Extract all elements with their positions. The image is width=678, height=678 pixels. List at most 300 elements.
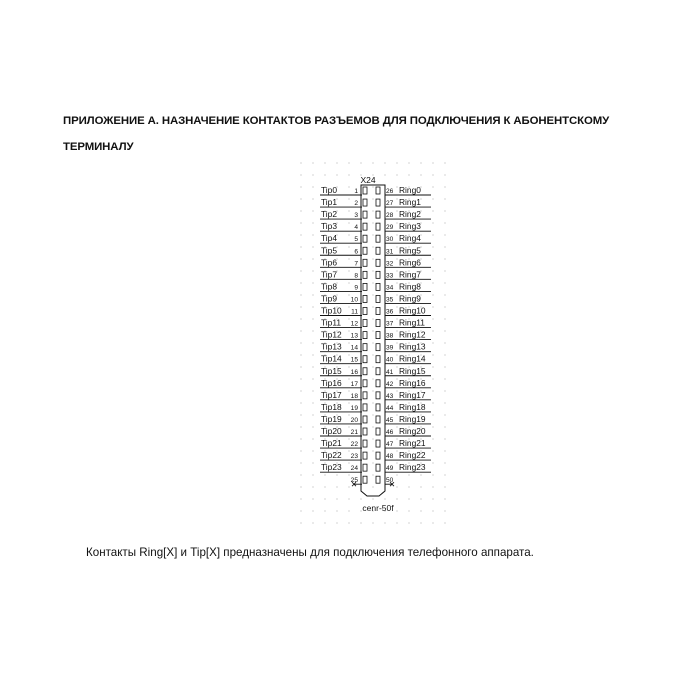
ring-signal-label: Ring18 [399,401,426,412]
connector-part-name: cenr-50f [362,503,394,513]
grid-dot [312,270,313,271]
grid-dot [312,414,313,415]
grid-dot [312,222,313,223]
tip-signal-label: Tip4 [321,233,337,244]
grid-dot [312,486,313,487]
grid-dot [396,318,397,319]
grid-dot [372,378,373,379]
contact-left-pad [363,271,367,278]
contact-right-pad [376,416,380,423]
grid-dot [444,486,445,487]
grid-dot [312,426,313,427]
grid-dot [372,438,373,439]
grid-dot [396,174,397,175]
grid-dot [372,306,373,307]
grid-dot [384,174,385,175]
ring-signal-label: Ring23 [399,462,426,473]
grid-dot [348,198,349,199]
grid-dot [372,258,373,259]
grid-dot [312,450,313,451]
grid-dot [312,438,313,439]
grid-dot [444,318,445,319]
grid-dot [432,270,433,271]
tip-signal-label: Tip18 [321,401,342,412]
grid-dot [312,294,313,295]
grid-dot [312,378,313,379]
grid-dot [324,498,325,499]
grid-dot [372,462,373,463]
grid-dot [444,306,445,307]
grid-dot [396,450,397,451]
contact-right-pad [376,271,380,278]
grid-dot [348,474,349,475]
grid-dot [348,486,349,487]
ring-signal-label: Ring19 [399,413,426,424]
ring-signal-label: Ring15 [399,365,426,376]
grid-dot [396,462,397,463]
connector-pins [320,185,431,486]
contact-left-pad [363,259,367,266]
contact-left-pad [363,356,367,363]
contact-right-pad [376,356,380,363]
grid-dot [348,510,349,511]
tip-signal-label: Tip14 [321,353,342,364]
grid-dot [312,354,313,355]
grid-dot [312,522,313,523]
contact-left-pad [363,199,367,206]
contact-left-pad [363,283,367,290]
grid-dot [396,270,397,271]
contact-right-pad [376,211,380,218]
grid-dot [324,522,325,523]
tip-signal-label: Tip22 [321,450,342,461]
grid-dot [372,342,373,343]
ring-signal-label: Ring2 [399,209,421,220]
grid-dot [372,294,373,295]
grid-dot [300,222,301,223]
ring-signal-label: Ring1 [399,197,421,208]
grid-dot [444,270,445,271]
grid-dot [432,186,433,187]
grid-dot [432,510,433,511]
grid-dot [420,498,421,499]
caption-text: Контакты Ring[X] и Tip[X] предназначены для подключения телефонного аппарата. [86,546,534,559]
pin-number-right: 41 [386,368,394,376]
grid-dot [372,474,373,475]
grid-dot [420,510,421,511]
grid-dot [372,162,373,163]
grid-dot [396,342,397,343]
grid-dot [444,378,445,379]
grid-dot [396,402,397,403]
contact-right-pad [376,295,380,302]
grid-dot [432,174,433,175]
grid-dot [408,474,409,475]
grid-dot [372,234,373,235]
grid-dot [432,282,433,283]
grid-dot [444,258,445,259]
grid-dot [372,450,373,451]
grid-dot [312,306,313,307]
pin-number-right: 45 [386,416,394,424]
grid-dot [312,342,313,343]
ring-signal-label: Ring22 [399,450,426,461]
grid-dot [348,522,349,523]
grid-dot [312,186,313,187]
grid-dot [444,330,445,331]
grid-dot [300,354,301,355]
grid-dot [300,522,301,523]
grid-dot [372,270,373,271]
ring-signal-label: Ring4 [399,233,421,244]
grid-dot [444,510,445,511]
pin-number-right: 35 [386,296,394,304]
grid-dot [396,390,397,391]
grid-dot [360,498,361,499]
grid-dot [444,474,445,475]
grid-dot [300,162,301,163]
ring-signal-label: Ring13 [399,341,426,352]
grid-dot [312,462,313,463]
grid-dot [312,366,313,367]
ring-signal-label: Ring8 [399,281,421,292]
grid-dot [372,246,373,247]
grid-dot [432,210,433,211]
ring-signal-label: Ring11 [399,317,425,328]
grid-dot [300,366,301,367]
contact-left-pad [363,308,367,315]
pin-number-right: 30 [386,236,394,244]
grid-dot [348,270,349,271]
pin-number-right: 36 [386,308,394,316]
grid-dot [372,414,373,415]
grid-dot [432,354,433,355]
tip-signal-label: Tip10 [321,305,342,316]
grid-dot [300,450,301,451]
contact-right-pad [376,187,380,194]
grid-dot [300,270,301,271]
pin-number-left: 16 [350,368,358,376]
grid-dot [420,522,421,523]
contact-left-pad [363,320,367,327]
contact-left-pad [363,392,367,399]
tip-signal-label: Tip9 [321,293,337,304]
grid-dot [324,510,325,511]
grid-dot [360,162,361,163]
grid-dot [372,366,373,367]
grid-dot [348,306,349,307]
grid-dot [408,486,409,487]
grid-dot [396,282,397,283]
contact-right-pad [376,368,380,375]
grid-dot [372,426,373,427]
pin-number-right: 39 [386,344,394,352]
grid-dot [300,426,301,427]
pin-number-left: 5 [354,236,358,244]
grid-dot [444,162,445,163]
grid-dot [396,414,397,415]
contact-right-pad [376,440,380,447]
grid-dot [444,282,445,283]
grid-dot [348,258,349,259]
contact-right-pad [376,392,380,399]
ring-signal-label: Ring14 [399,353,426,364]
grid-dot [312,282,313,283]
grid-dot [348,162,349,163]
grid-dot [336,522,337,523]
grid-dot [408,162,409,163]
grid-dot [432,234,433,235]
grid-dot [432,522,433,523]
grid-dot [372,486,373,487]
grid-dot [396,294,397,295]
pin-number-right: 40 [386,356,394,364]
contact-left-pad [363,187,367,194]
pin-number-right: 37 [386,320,394,328]
pin-number-left: 24 [350,465,358,473]
grid-dot [300,282,301,283]
pin-number-left: 1 [354,188,358,195]
grid-dot [432,450,433,451]
grid-dot [348,426,349,427]
contact-right-pad [376,199,380,206]
pin-number-right: 26 [386,188,394,195]
grid-dot [300,318,301,319]
contact-left-pad [363,295,367,302]
contact-left-pad [363,380,367,387]
contact-left-pad [363,416,367,423]
grid-dot [336,486,337,487]
grid-dot [300,330,301,331]
contact-right-pad [376,464,380,471]
contact-left-pad [363,211,367,218]
grid-dot [432,438,433,439]
grid-dot [348,462,349,463]
ring-signal-label: Ring17 [399,389,426,400]
grid-dot [324,174,325,175]
grid-dot [348,402,349,403]
ring-signal-label: Ring0 [399,185,421,195]
contact-left-pad [363,464,367,471]
grid-dot [432,246,433,247]
pin-number-left: 3 [354,212,358,220]
pin-number-left: 14 [350,344,358,352]
grid-dot [444,174,445,175]
pin-number-left: 8 [354,272,358,280]
grid-dot [432,402,433,403]
grid-dot [312,198,313,199]
pin-number-left: 13 [350,332,358,340]
grid-dot [372,402,373,403]
pin-number-right: 47 [386,441,394,449]
grid-dot [432,474,433,475]
grid-dot [300,474,301,475]
grid-dot [312,498,313,499]
grid-dot [348,366,349,367]
grid-dot [408,174,409,175]
pin-number-right: 28 [386,212,394,220]
grid-dot [324,162,325,163]
grid-dot [372,522,373,523]
grid-dot [312,162,313,163]
pin-number-right: 31 [386,248,394,256]
contact-left-pad [363,440,367,447]
grid-dot [444,198,445,199]
pin-number-left: 6 [354,248,358,256]
grid-dot [396,498,397,499]
connector-body [361,185,385,496]
tip-signal-label: Tip13 [321,341,342,352]
grid-dot [444,462,445,463]
ring-signal-label: Ring12 [399,329,426,340]
grid-dot [396,438,397,439]
contact-left-pad [363,223,367,230]
grid-dot [300,510,301,511]
grid-dot [432,390,433,391]
grid-dot [384,498,385,499]
grid-dot [300,246,301,247]
pin-number-right: 43 [386,392,394,400]
grid-dot [432,198,433,199]
grid-dot [432,378,433,379]
contact-right-pad [376,476,380,483]
grid-dot [300,258,301,259]
contact-right-pad [376,344,380,351]
grid-dot [300,174,301,175]
tip-signal-label: Tip6 [321,257,337,268]
grid-dot [372,222,373,223]
grid-dot [336,510,337,511]
grid-dot [348,378,349,379]
grid-dot [300,210,301,211]
pin-number-left: 11 [351,308,358,316]
pin-number-left: 15 [350,356,358,364]
grid-dot [312,510,313,511]
pin-number-left: 21 [350,429,358,436]
grid-dot [396,306,397,307]
pin-number-right: 32 [386,260,394,268]
contact-right-pad [376,235,380,242]
grid-dot [348,438,349,439]
grid-dot [312,402,313,403]
contact-left-pad [363,476,367,483]
grid-dot [444,426,445,427]
grid-dot [300,186,301,187]
tip-signal-label: Tip19 [321,413,342,424]
tip-signal-label: Tip3 [321,221,337,232]
grid-dot [396,366,397,367]
grid-dot [372,210,373,211]
contact-right-pad [376,247,380,254]
grid-dot [300,486,301,487]
grid-dot [444,354,445,355]
grid-dot [408,498,409,499]
grid-dot [372,498,373,499]
ring-signal-label: Ring21 [399,438,426,449]
grid-dot [324,474,325,475]
grid-dot [348,210,349,211]
grid-dot [300,342,301,343]
contact-left-pad [363,332,367,339]
tip-signal-label: Tip15 [321,365,342,376]
contact-left-pad [363,247,367,254]
grid-dot [312,174,313,175]
grid-dot [432,222,433,223]
grid-dot [432,342,433,343]
grid-dot [396,522,397,523]
contact-right-pad [376,259,380,266]
pin-number-right: 44 [386,404,394,412]
tip-signal-label: Tip2 [321,209,337,220]
grid-dot [444,450,445,451]
grid-dot [432,318,433,319]
grid-dot [432,366,433,367]
grid-dot [348,318,349,319]
grid-dot [360,510,361,511]
grid-dot [444,390,445,391]
pin-number-left: 20 [350,416,358,424]
grid-dot [372,390,373,391]
pin-number-left: 12 [350,320,358,328]
pin-number-right: 34 [386,284,394,292]
pin-number-left: 10 [350,296,358,304]
grid-dot [348,498,349,499]
contact-right-pad [376,223,380,230]
pin-number-left: 17 [350,380,358,388]
grid-dot [432,414,433,415]
grid-dot [420,162,421,163]
grid-dot [396,246,397,247]
ring-signal-label: Ring20 [399,426,426,436]
grid-dot [408,522,409,523]
grid-dot [396,330,397,331]
grid-dot [396,510,397,511]
appendix-heading-line2: ТЕРМИНАЛУ [63,141,134,153]
grid-dot [312,474,313,475]
pin-number-left: 23 [350,453,358,461]
ring-signal-label: Ring16 [399,377,426,388]
grid-dot [432,294,433,295]
grid-dot [444,222,445,223]
grid-dot [432,498,433,499]
grid-dot [444,294,445,295]
grid-dot [300,402,301,403]
ring-signal-label: Ring3 [399,221,421,232]
pin-number-right: 38 [386,332,394,340]
tip-signal-label: Tip0 [321,185,337,195]
grid-dot [348,294,349,295]
grid-dot [312,318,313,319]
grid-dot [300,234,301,235]
contact-left-pad [363,428,367,435]
pin-number-left: 18 [350,392,358,400]
grid-dot [396,258,397,259]
contact-left-pad [363,404,367,411]
grid-dot [300,462,301,463]
pin-number-left: 4 [354,224,358,232]
grid-dot [348,414,349,415]
grid-dot [396,378,397,379]
contact-left-pad [363,452,367,459]
grid-dot [372,318,373,319]
pin-number-left: 22 [350,441,358,449]
contact-left-pad [363,368,367,375]
contact-right-pad [376,380,380,387]
pin-number-right: 49 [386,465,394,473]
pin-number-left: 2 [354,200,358,208]
grid-dot [348,234,349,235]
pin-number-right: 42 [386,380,394,388]
